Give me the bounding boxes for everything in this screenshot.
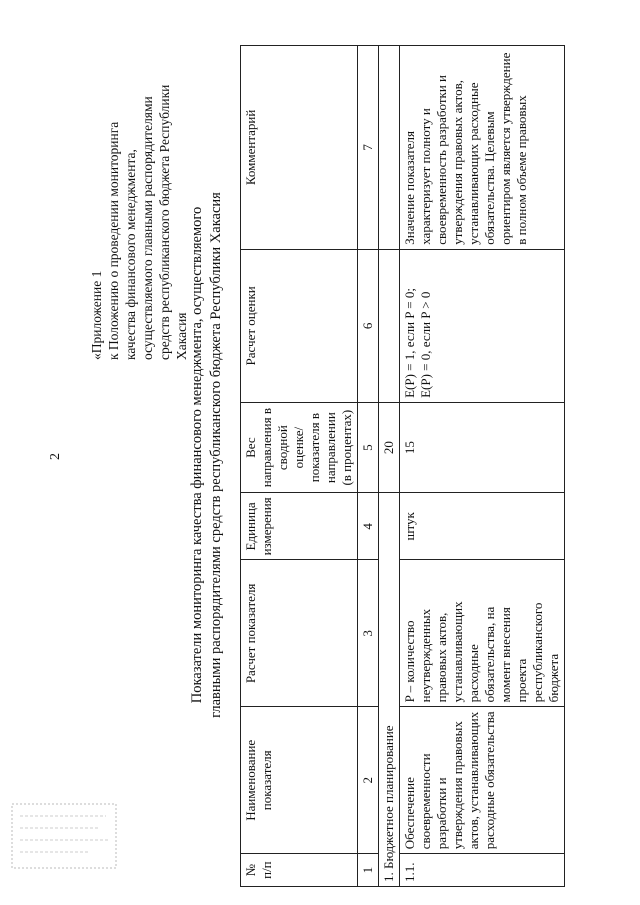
col-number: 2 (358, 707, 379, 854)
col-number: 7 (358, 46, 379, 250)
row-num: 1.1. (400, 854, 565, 887)
table-row (400, 46, 565, 887)
section-title: 1. Бюджетное планирование (379, 493, 400, 887)
col-number: 5 (358, 402, 379, 492)
row-score (400, 249, 565, 402)
indicators-table (240, 45, 565, 887)
header-num: № п/п (241, 854, 358, 887)
heading-line-2: главными распорядителями средств республиканского бюджета Республики Хакасия (208, 192, 224, 718)
header-name: Наименование показателя (241, 707, 358, 854)
appendix-line: средств республиканского бюджета Республики (157, 84, 172, 360)
col-number: 3 (358, 560, 379, 707)
appendix-line: Хакасия (174, 312, 189, 360)
col-number: 6 (358, 249, 379, 402)
score-line-2: E(P) = 0, если P > 0 (418, 291, 433, 398)
row-calc: P – количество неутвержденных правовых актов, устанавливающих расходные обязательства, на момент внесения проекта республиканского бюджета (400, 560, 565, 707)
row-weight: 15 (400, 402, 565, 492)
appendix-line: качества финансового менеджмента, (123, 149, 138, 360)
appendix-block (88, 30, 190, 360)
col-number: 1 (358, 854, 379, 887)
row-comment: Значение показателя характеризует полноту и своевременность разработки и утверждения правовых актов, устанавливающих расходные обязательства. Целевым ориентиром является утверждение в полном объеме правовых (400, 46, 565, 250)
section-row (379, 46, 400, 887)
section-weight: 20 (379, 402, 400, 492)
header-unit: Единица измерения (241, 493, 358, 560)
header-calc: Расчет показателя (241, 560, 358, 707)
section-empty-cell (379, 249, 400, 402)
column-number-row (358, 46, 379, 887)
registration-stamp (10, 800, 120, 872)
page-number: 2 (48, 453, 63, 460)
header-weight: Вес направления в сводной оценке/ показателя в направлении (в процентах) (241, 402, 358, 492)
col-number: 4 (358, 493, 379, 560)
document-heading (188, 135, 226, 775)
table-header-row (241, 46, 358, 887)
score-line-1: E(P) = 1, если P = 0; (402, 288, 417, 398)
heading-line-1: Показатели мониторинга качества финансового менеджмента, осуществляемого (189, 206, 205, 704)
section-empty-cell (379, 46, 400, 250)
header-score: Расчет оценки (241, 249, 358, 402)
row-name: Обеспечение своевременности разработки и утверждения правовых актов, устанавливающих расходные обязательства (400, 707, 565, 854)
appendix-line: осуществляемого главными распорядителями (140, 96, 155, 360)
appendix-line: «Приложение 1 (89, 270, 104, 360)
header-comment: Комментарий (241, 46, 358, 250)
appendix-line: к Положению о проведении мониторинга (106, 121, 121, 360)
row-unit: штук (400, 493, 565, 560)
